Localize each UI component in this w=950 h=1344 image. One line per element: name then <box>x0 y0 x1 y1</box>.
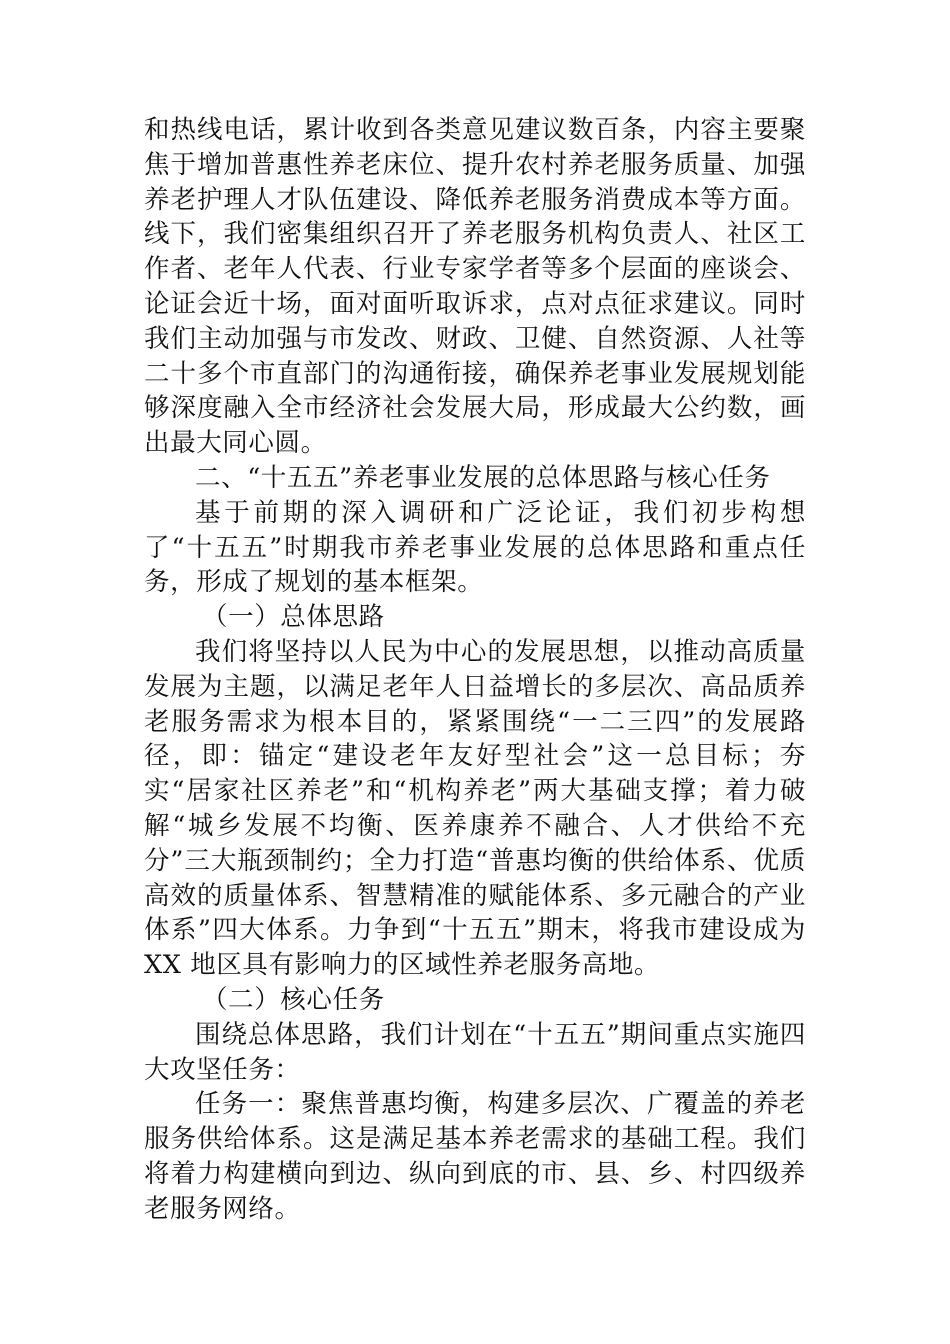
document-body <box>144 113 806 1227</box>
body-paragraph: 我们将坚持以人民为中心的发展思想，以推动高质量发展为主题，以满足老年人日益增长的多层次、高品质养老服务需求为根本目的，紧紧围绕“一二三四”的发展路径，即：锚定“建设老年友好型社会”这一总目标；夯实“居家社区养老”和“机构养老”两大基础支撑；着力破解“城乡发展不均衡、医养康养不融合、人才供给不充分”三大瓶颈制约；全力打造“普惠均衡的供给体系、优质高效的质量体系、智慧精准的赋能体系、多元融合的产业体系”四大体系。力争到“十五五”期末，将我市建设成为 XX 地区具有影响力的区域性养老服务高地。 <box>144 636 806 981</box>
body-paragraph: 任务一：聚焦普惠均衡，构建多层次、广覆盖的养老服务供给体系。这是满足基本养老需求的基础工程。我们将着力构建横向到边、纵向到底的市、县、乡、村四级养老服务网络。 <box>144 1089 806 1224</box>
subsection-heading: （一）总体思路 <box>202 602 385 633</box>
section-heading: 二、“十五五”养老事业发展的总体思路与核心任务 <box>195 462 771 493</box>
body-paragraph: 和热线电话，累计收到各类意见建议数百条，内容主要聚焦于增加普惠性养老床位、提升农村养老服务质量、加强养老护理人才队伍建设、降低养老服务消费成本等方面。线下，我们密集组织召开了养老服务机构负责人、社区工作者、老年人代表、行业专家学者等多个层面的座谈会、论证会近十场，面对面听取诉求，点对点征求建议。同时我们主动加强与市发改、财政、卫健、自然资源、人社等二十多个市直部门的沟通衔接，确保养老事业发展规划能够深度融入全市经济社会发展大局，形成最大公约数，画出最大同心圆。 <box>144 115 806 459</box>
subsection-heading: （二）核心任务 <box>202 984 385 1015</box>
body-paragraph: 基于前期的深入调研和广泛论证，我们初步构想了“十五五”时期我市养老事业发展的总体思路和重点任务，形成了规划的基本框架。 <box>144 497 806 598</box>
body-paragraph: 围绕总体思路，我们计划在“十五五”期间重点实施四大攻坚任务： <box>144 1019 806 1085</box>
